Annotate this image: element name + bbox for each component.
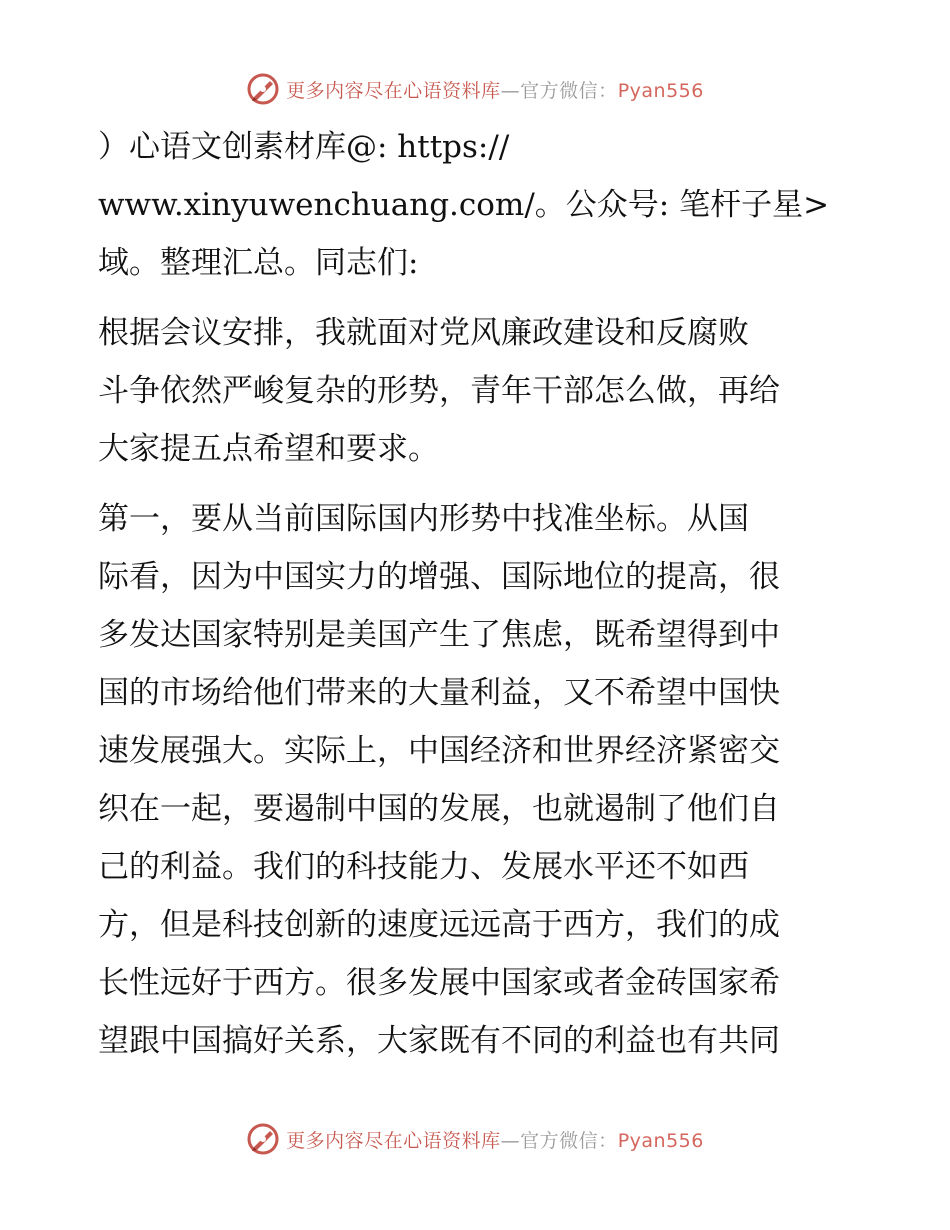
footer-banner-content [246, 1122, 704, 1156]
text-line: www.xinyuwenchuang.com/。公众号: 笔杆子星> [98, 187, 830, 223]
text-line: 多发达国家特别是美国产生了焦虑，既希望得到中 [98, 617, 780, 653]
text-line: ）心语文创素材库@: https:// [98, 129, 510, 165]
text-line: 根据会议安排，我就面对党风廉政建设和反腐败 [98, 315, 749, 351]
header-wechat-id: Pyan556 [617, 79, 704, 102]
footer-promo-text: 更多内容尽在心语资料库 [286, 1129, 501, 1152]
text-line: 织在一起，要遏制中国的发展，也就遏制了他们自 [98, 791, 780, 827]
header-separator: — [500, 79, 521, 102]
pen-logo-icon [246, 1122, 280, 1156]
footer-banner-text [286, 1126, 704, 1153]
text-line: 己的利益。我们的科技能力、发展水平还不如西 [98, 849, 749, 885]
text-line: 速发展强大。实际上，中国经济和世界经济紧密交 [98, 733, 780, 769]
footer-official-label: 官方微信： [520, 1129, 618, 1152]
text-line: 际看，因为中国实力的增强、国际地位的提高，很 [98, 559, 780, 595]
header-official-label: 官方微信： [520, 79, 618, 102]
text-line: 方，但是科技创新的速度远远高于西方，我们的成 [98, 907, 780, 943]
text-line: 域。整理汇总。同志们: [98, 245, 419, 281]
text-line: 望跟中国搞好关系，大家既有不同的利益也有共同 [98, 1023, 780, 1059]
header-banner-content [246, 72, 704, 106]
document-body [98, 118, 850, 1070]
header-promo-text: 更多内容尽在心语资料库 [286, 79, 501, 102]
footer-banner [0, 1122, 950, 1156]
text-line: 大家提五点希望和要求。 [98, 431, 439, 467]
header-banner [0, 72, 950, 106]
header-banner-text [286, 76, 704, 103]
paragraph-arrangement [98, 304, 850, 478]
pen-logo-icon [246, 72, 280, 106]
text-line: 斗争依然严峻复杂的形势，青年干部怎么做，再给 [98, 373, 780, 409]
paragraph-first-point [98, 490, 850, 1070]
footer-wechat-id: Pyan556 [617, 1129, 704, 1152]
paragraph-intro [98, 118, 850, 292]
text-line: 第一，要从当前国际国内形势中找准坐标。从国 [98, 501, 749, 537]
footer-separator: — [500, 1129, 521, 1152]
text-line: 长性远好于西方。很多发展中国家或者金砖国家希 [98, 965, 780, 1001]
text-line: 国的市场给他们带来的大量利益，又不希望中国快 [98, 675, 780, 711]
